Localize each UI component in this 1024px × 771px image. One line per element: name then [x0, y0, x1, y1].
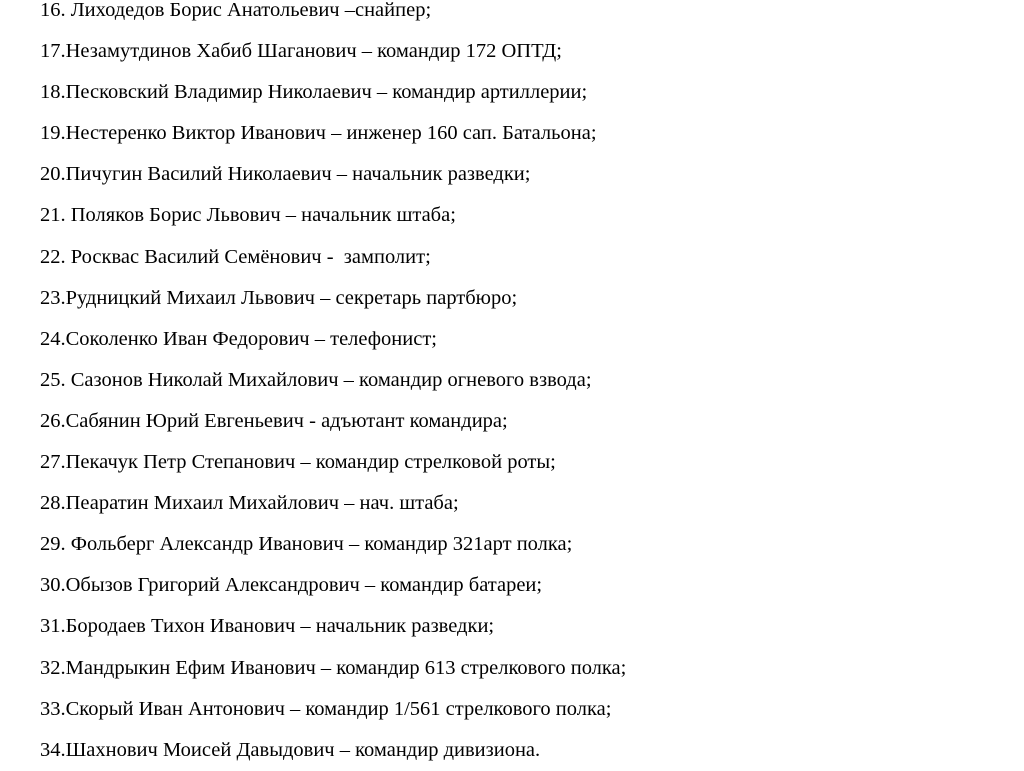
list-item: 16. Лиходедов Борис Анатольевич –снайпер;: [40, 0, 432, 21]
list-item: 32.Мандрыкин Ефим Иванович – командир 613 стрелкового полка;: [40, 656, 627, 679]
list-item: 19.Нестеренко Виктор Иванович – инженер 160 сап. Батальона;: [40, 122, 597, 145]
personnel-list: [40, 0, 626, 771]
list-item: 24.Соколенко Иван Федорович – телефонист;: [40, 327, 437, 350]
list-item: 22. Росквас Василий Семёнович - замполит;: [40, 245, 431, 268]
list-item: 31.Бородаев Тихон Иванович – начальник разведки;: [40, 615, 495, 638]
list-item: 21. Поляков Борис Львович – начальник штаба;: [40, 204, 456, 227]
list-item: 28.Пеаратин Михаил Михайлович – нач. штаба;: [40, 492, 459, 515]
list-item: 17.Незамутдинов Хабиб Шаганович – командир 172 ОПТД;: [40, 40, 562, 63]
list-item: 23.Рудницкий Михаил Львович – секретарь партбюро;: [40, 286, 518, 309]
list-item: 29. Фольберг Александр Иванович – командир 321арт полка;: [40, 533, 573, 556]
list-item: 33.Скорый Иван Антонович – командир 1/561 стрелкового полка;: [40, 697, 612, 720]
list-item: 25. Сазонов Николай Михайлович – командир огневого взвода;: [40, 368, 592, 391]
list-item: 26.Сабянин Юрий Евгеньевич - адъютант командира;: [40, 409, 508, 432]
list-item: 18.Песковский Владимир Николаевич – командир артиллерии;: [40, 81, 588, 104]
list-item: 20.Пичугин Василий Николаевич – начальник разведки;: [40, 163, 531, 186]
list-item: 30.Обызов Григорий Александрович – командир батареи;: [40, 574, 543, 597]
list-item: 27.Пекачук Петр Степанович – командир стрелковой роты;: [40, 451, 556, 474]
list-item: 34.Шахнович Моисей Давыдович – командир дивизиона.: [40, 738, 541, 761]
